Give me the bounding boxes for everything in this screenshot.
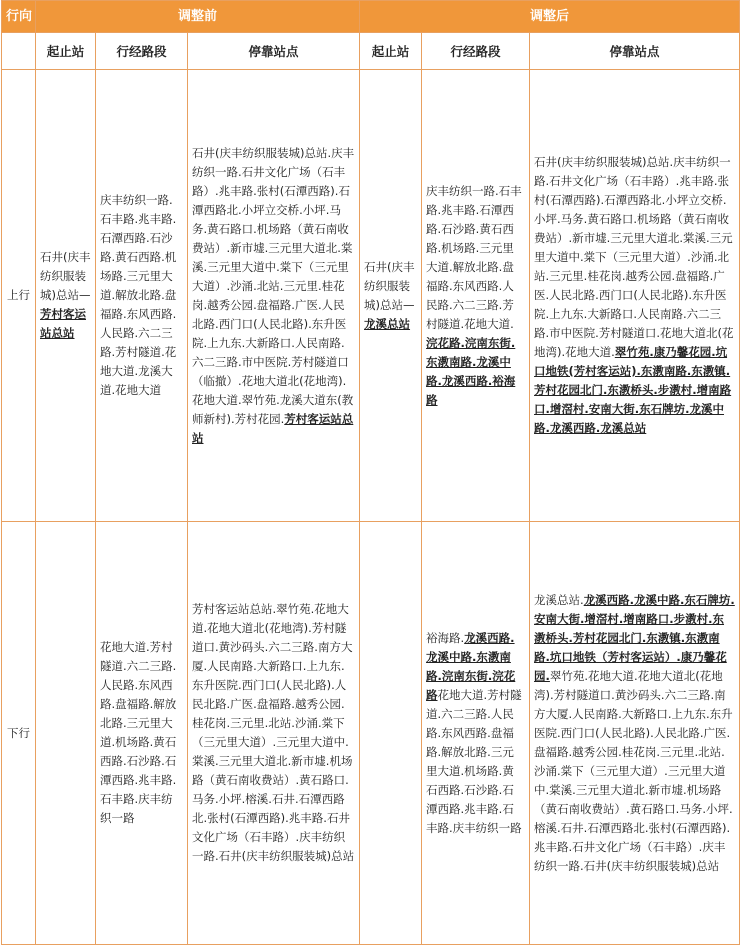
header-after: 调整后 <box>360 1 740 33</box>
highlighted-text: 龙溪西路.龙溪中路.东漖南路.浣南东街.浣花路 <box>426 630 516 702</box>
before-start-cell <box>36 70 96 522</box>
header-before: 调整前 <box>36 1 360 33</box>
highlighted-text: 芳村客运站总站 <box>40 307 86 340</box>
highlighted-text: 龙溪总站 <box>364 316 411 331</box>
header-stops-before: 停靠站点 <box>188 33 360 70</box>
after-route-cell <box>422 522 530 945</box>
route-adjustment-table <box>1 0 740 945</box>
cell-text: 芳村客运站总站.翠竹苑.花地大道.花地大道北(花地湾).芳村隧道口.黄沙码头.六二三路.南方大厦.人民南路.大新路口.上九东.东升医院.西门口(人民北路).人民北路.广医.盘福路.越秀公园.桂花岗.三元里.北站.沙涌.棠下（三元里大道）.三元里大道中.棠溪.三元里大道北.新市墟.机场路（黄石南收费站）.黄石路口.马务.小坪.榕溪.石井.石潭西路北.张村(石潭西路).兆丰路.石井文化广场（石丰路）.庆丰纺织一路.石井(庆丰纺织服装城)总站 <box>192 602 355 863</box>
highlighted-text: 浣花路.浣南东街.东漖南路.龙溪中路.龙溪西路.裕海路 <box>426 335 516 407</box>
highlighted-text: 芳村客运站总站 <box>192 411 354 445</box>
after-stops-cell <box>530 70 740 522</box>
after-start-cell <box>360 522 422 945</box>
cell-text: 石井(庆丰纺织服装城)总站.庆丰纺织一路.石井文化广场（石丰路）.兆丰路.张村(石潭西路).石潭西路北.小坪立交桥.小坪.马务.黄石路口.机场路（黄石南收费站）.新市墟.三元里大道北.棠溪.三元里大道中.棠下（三元里大道）.沙涌.北站.三元里.桂花岗.越秀公园.盘福路.广医.人民北路.西门口(人民北路).东升医院.上九东.大新路口.人民南路.六二三路.市中医院.芳村隧道口（临撤）.花地大道北(花地湾).花地大道.翠竹苑.龙溪大道东(教师新村).芳村花园. <box>192 145 355 426</box>
row-upward <box>2 70 740 522</box>
cell-text: 裕海路. <box>426 630 465 645</box>
header-stops-after: 停靠站点 <box>530 33 740 70</box>
header-route-after: 行经路段 <box>422 33 530 70</box>
header-blank <box>2 33 36 70</box>
direction-cell: 下行 <box>2 522 36 945</box>
cell-text: 庆丰纺织一路.石丰路.兆丰路.石潭西路.石沙路.黄石西路.机场路.三元里大道.解放北路.盘福路.东风西路.人民路.六二三路.芳村隧道.花地大道. <box>426 183 522 331</box>
cell-text: 花地大道.芳村隧道.六二三路.人民路.东风西路.盘福路.解放北路.三元里大道.机场路.黄石西路.石沙路.石潭西路.兆丰路.石丰路.庆丰纺织一路 <box>426 687 522 835</box>
after-stops-cell <box>530 522 740 945</box>
before-stops-cell <box>188 522 360 945</box>
header-route-before: 行经路段 <box>96 33 188 70</box>
highlighted-text: 翠竹苑.康乃馨花园.坑口地铁(芳村客运站).东漖南路.东漖镇.芳村花园北门.东漖桥头.步漖村.增南路口.增滘村.安南大街.东石牌坊.龙溪中路.龙溪西路.龙溪总站 <box>534 345 732 435</box>
header-row-columns <box>2 33 740 70</box>
cell-text: 龙溪总站. <box>534 592 584 607</box>
cell-text: 石井(庆丰纺织服装城)总站— <box>40 250 91 302</box>
cell-text: 石井(庆丰纺织服装城)总站.庆丰纺织一路.石井文化广场（石丰路）.兆丰路.张村(石潭西路).石潭西路北.小坪立交桥.小坪.马务.黄石路口.机场路（黄石南收费站）.新市墟.三元里大道北.棠溪.三元里大道中.棠下（三元里大道）.沙涌.北站.三元里.桂花岗.越秀公园.盘福路.广医.人民北路.西门口(人民北路).东升医院.上九东.大新路口.人民南路.六二三路.市中医院.芳村隧道口.花地大道北(花地湾).花地大道. <box>534 155 734 359</box>
cell-text: 石井(庆丰纺织服装城)总站— <box>364 259 415 312</box>
row-downward <box>2 522 740 945</box>
header-start-after: 起止站 <box>360 33 422 70</box>
before-stops-cell <box>188 70 360 522</box>
after-start-cell <box>360 70 422 522</box>
header-row-groups <box>2 1 740 33</box>
highlighted-text: 龙溪西路.龙溪中路.东石牌坊.安南大街.增滘村.增南路口.步漖村.东漖桥头.芳村花园北门.东漖镇.东漖南路.坑口地铁（芳村客运站）.康乃馨花园. <box>534 592 735 683</box>
cell-text: 翠竹苑.花地大道.花地大道北(花地湾).芳村隧道口.黄沙码头.六二三路.南方大厦.人民南路.大新路口.上九东.东升医院.西门口(人民北路).人民北路.广医.盘福路.越秀公园.桂花岗.三元里.北站.沙涌.棠下（三元里大道）.三元里大道中.棠溪.三元里大道北.新市墟.机场路（黄石南收费站）.黄石路口.马务.小坪.榕溪.石井.石潭西路北.张村(石潭西路).兆丰路.石井文化广场（石丰路）.庆丰纺织一路.石井(庆丰纺织服装城)总站 <box>534 668 733 873</box>
header-direction: 行向 <box>2 1 36 33</box>
cell-text: 庆丰纺织一路.石丰路.兆丰路.石潭西路.石沙路.黄石西路.机场路.三元里大道.解放北路.盘福路.东风西路.人民路.六二三路.芳村隧道.花地大道.龙溪大道.花地大道 <box>100 193 177 397</box>
header-start-before: 起止站 <box>36 33 96 70</box>
direction-cell: 上行 <box>2 70 36 522</box>
before-route-cell <box>96 70 188 522</box>
before-start-cell <box>36 522 96 945</box>
before-route-cell <box>96 522 188 945</box>
cell-text: 花地大道.芳村隧道.六二三路.人民路.东风西路.盘福路.解放北路.三元里大道.机场路.黄石西路.石沙路.石潭西路.兆丰路.石丰路.庆丰纺织一路 <box>100 640 177 825</box>
after-route-cell <box>422 70 530 522</box>
